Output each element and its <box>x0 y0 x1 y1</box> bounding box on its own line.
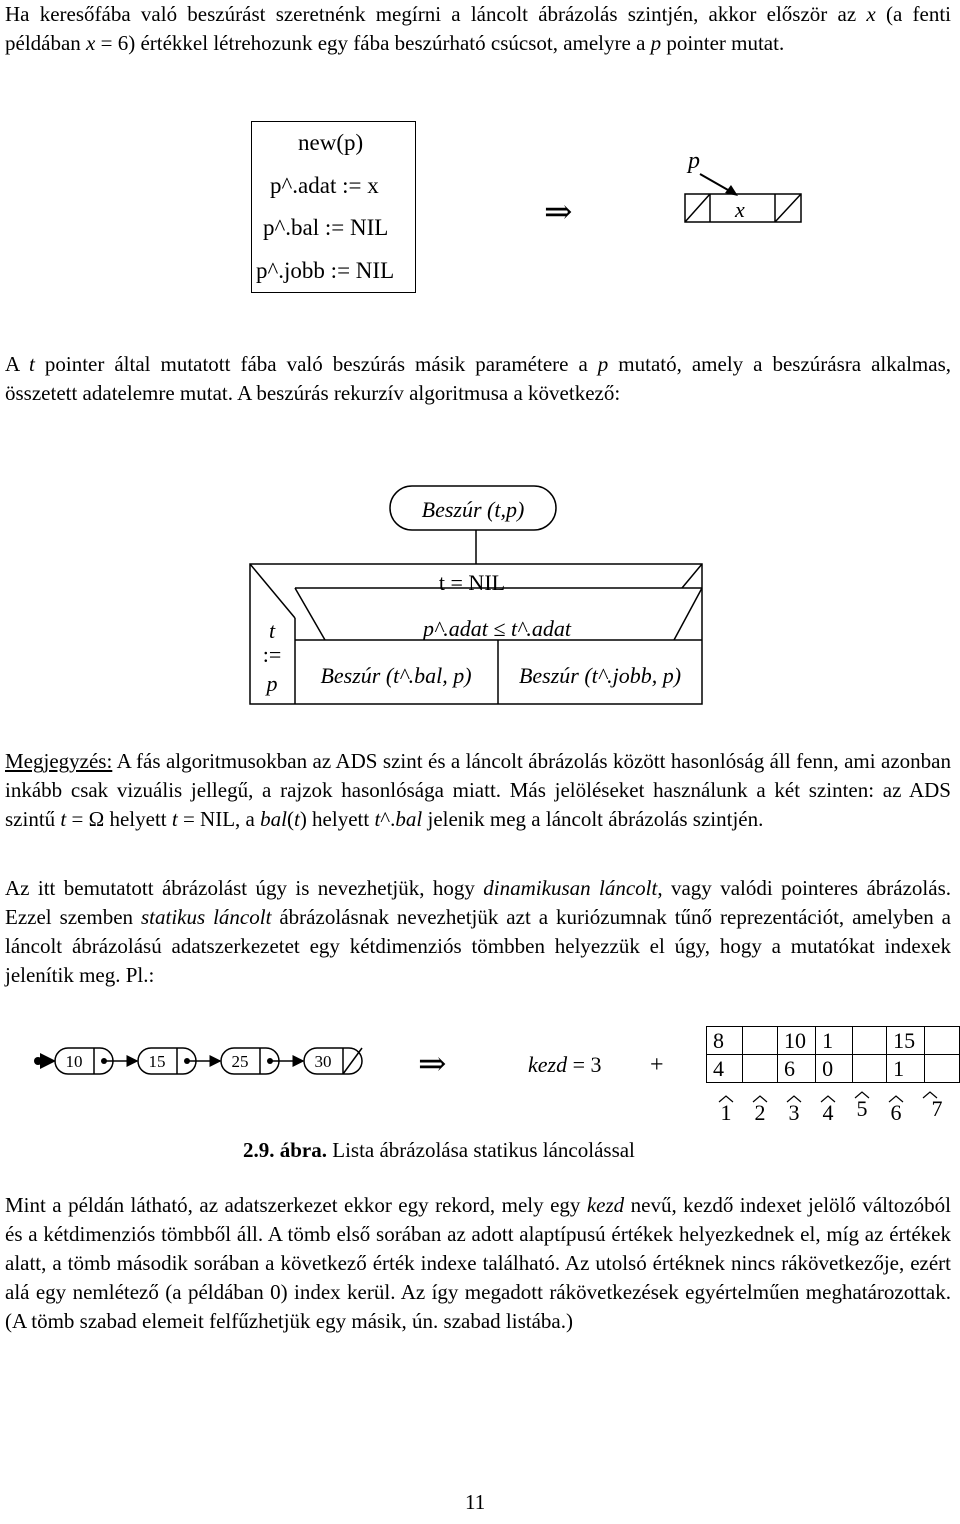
index-label <box>889 1096 903 1125</box>
assign-source: p <box>266 671 278 696</box>
kezd-value: = 3 <box>572 1052 602 1077</box>
node-value: 10 <box>65 1052 83 1071</box>
insert-structogram <box>240 480 710 710</box>
list-node <box>304 1048 362 1074</box>
left-nil-slash <box>685 194 710 222</box>
right-call: Beszúr (t^.jobb, p) <box>518 663 682 688</box>
svg-text:3: 3 <box>788 1100 800 1125</box>
note-paragraph: Megjegyzés: A fás algoritmusokban az ADS szint és a láncolt ábrázolás között hasonlóság áll fenn, ami azonban inkább csak vizuális jellegű, a rajzok hasonlósága miatt. Más jelöléseket használunk a két szinten: az ADS szintű t = Ω helyett t = NIL, a bal(t) helyett t^.bal jelenik meg a láncolt ábrázolás szintjén. <box>5 749 951 831</box>
index-label <box>753 1096 767 1125</box>
figure-caption <box>243 1138 635 1163</box>
jobb-line: p^.jobb := NIL <box>256 258 395 283</box>
node-value: 15 <box>148 1052 166 1071</box>
assign-target: t <box>268 618 276 643</box>
index-label <box>923 1092 943 1121</box>
linked-list-figure <box>30 1030 410 1096</box>
array-indices <box>706 1090 956 1126</box>
page-number: 11 <box>465 1490 486 1514</box>
kezd-expression <box>528 1052 602 1078</box>
new-line: new(p) <box>298 130 364 155</box>
svg-text:2: 2 <box>754 1100 766 1125</box>
index-label <box>855 1092 869 1121</box>
array-row-next <box>707 1055 960 1083</box>
array-cell: 15 <box>887 1027 925 1055</box>
array-cell <box>925 1027 960 1055</box>
array-cell: 1 <box>887 1055 925 1083</box>
note-label: Megjegyzés: <box>5 749 113 773</box>
right-nil-slash <box>775 194 801 222</box>
insert-paragraph: A t pointer által mutatott fába való beszúrás másik paramétere a p mutató, amely a beszúrásra alkalmas, összetett adatelemre mutat. A beszúrás rekurzív algoritmusa a következő: <box>5 352 951 405</box>
plus-sign: + <box>650 1052 664 1078</box>
adat-line: p^.adat := x <box>270 173 379 198</box>
array-cell: 10 <box>777 1027 815 1055</box>
index-label <box>719 1096 733 1125</box>
condition-compare: p^.adat ≤ t^.adat <box>423 616 571 641</box>
array-cell: 8 <box>707 1027 743 1055</box>
figure-number: 2.9. ábra. <box>243 1138 327 1162</box>
array-cell <box>852 1055 887 1083</box>
node-value: x <box>735 197 745 222</box>
procedure-title: Beszúr (t,p) <box>421 497 525 522</box>
implies-arrow: ⇒ <box>544 194 573 231</box>
svg-text:5: 5 <box>856 1096 868 1121</box>
array-cell <box>852 1027 887 1055</box>
array-cell <box>743 1027 778 1055</box>
intro-paragraph: Ha keresőfába való beszúrást szeretnénk megírni a láncolt ábrázolás szintjén, akkor először az x (a fenti példában x = 6) értékkel létrehozunk egy fába beszúrható csúcsot, amelyre a p pointer mutat. <box>5 2 952 55</box>
explanation-paragraph: Mint a példán látható, az adatszerkezet ekkor egy rekord, mely egy kezd nevű, kezdő indexet jelölő változóból és a kétdimenziós tömbből áll. A tömb első sorában az adott alaptípusú értékek helyezkednek el, míg az értékek alatt, a tömb második sorában a következő érték indexe található. Az utolsó értéknek nincs rákövetkezője, ezért alá egy nemlétező (a példában 0) index kerül. Az így megadott rákövetkezések egyértelműen meghatározottak. (A tömb szabad elemeit felfűzhetjük egy másik, ún. szabad listába.) <box>5 1193 951 1333</box>
pointer-label: p <box>688 148 700 174</box>
array-cell: 6 <box>777 1055 815 1083</box>
array-cell: 1 <box>816 1027 852 1055</box>
array-row-values <box>707 1027 960 1055</box>
left-call: Beszúr (t^.bal, p) <box>320 663 472 688</box>
array-cell <box>925 1055 960 1083</box>
node-value: 30 <box>314 1052 332 1071</box>
assign-operator: := <box>262 642 282 667</box>
static-list-paragraph: Az itt bemutatott ábrázolást úgy is nevezhetjük, hogy dinamikusan láncolt, vagy valódi pointeres ábrázolás. Ezzel szemben statikus láncolt ábrázolásnak nevezhetjük azt a kuriózumnak tűnő reprezentációt, amelyben a láncolt ábrázolású adatszerkezetet egy kétdimenziós tömbben helyezzük el úgy, hogy a mutatókat indexek jelenítik meg. Pl.: <box>5 876 952 987</box>
svg-text:6: 6 <box>890 1100 902 1125</box>
array-cell: 0 <box>816 1055 852 1083</box>
kezd-label: kezd <box>528 1052 568 1077</box>
condition-nil: t = NIL <box>438 570 506 595</box>
node-diagram <box>680 140 805 228</box>
node-creation-box <box>251 121 416 293</box>
figure-text: Lista ábrázolása statikus láncolással <box>327 1138 635 1162</box>
array-cell: 4 <box>707 1055 743 1083</box>
node-value: 25 <box>231 1052 249 1071</box>
implies-arrow-2: ⇒ <box>418 1046 447 1083</box>
index-label <box>787 1096 801 1125</box>
svg-text:1: 1 <box>720 1100 732 1125</box>
bal-line: p^.bal := NIL <box>263 215 389 240</box>
svg-text:4: 4 <box>822 1100 834 1125</box>
static-array <box>706 1026 960 1083</box>
index-label <box>821 1096 835 1125</box>
svg-text:7: 7 <box>931 1096 943 1121</box>
array-cell <box>743 1055 778 1083</box>
